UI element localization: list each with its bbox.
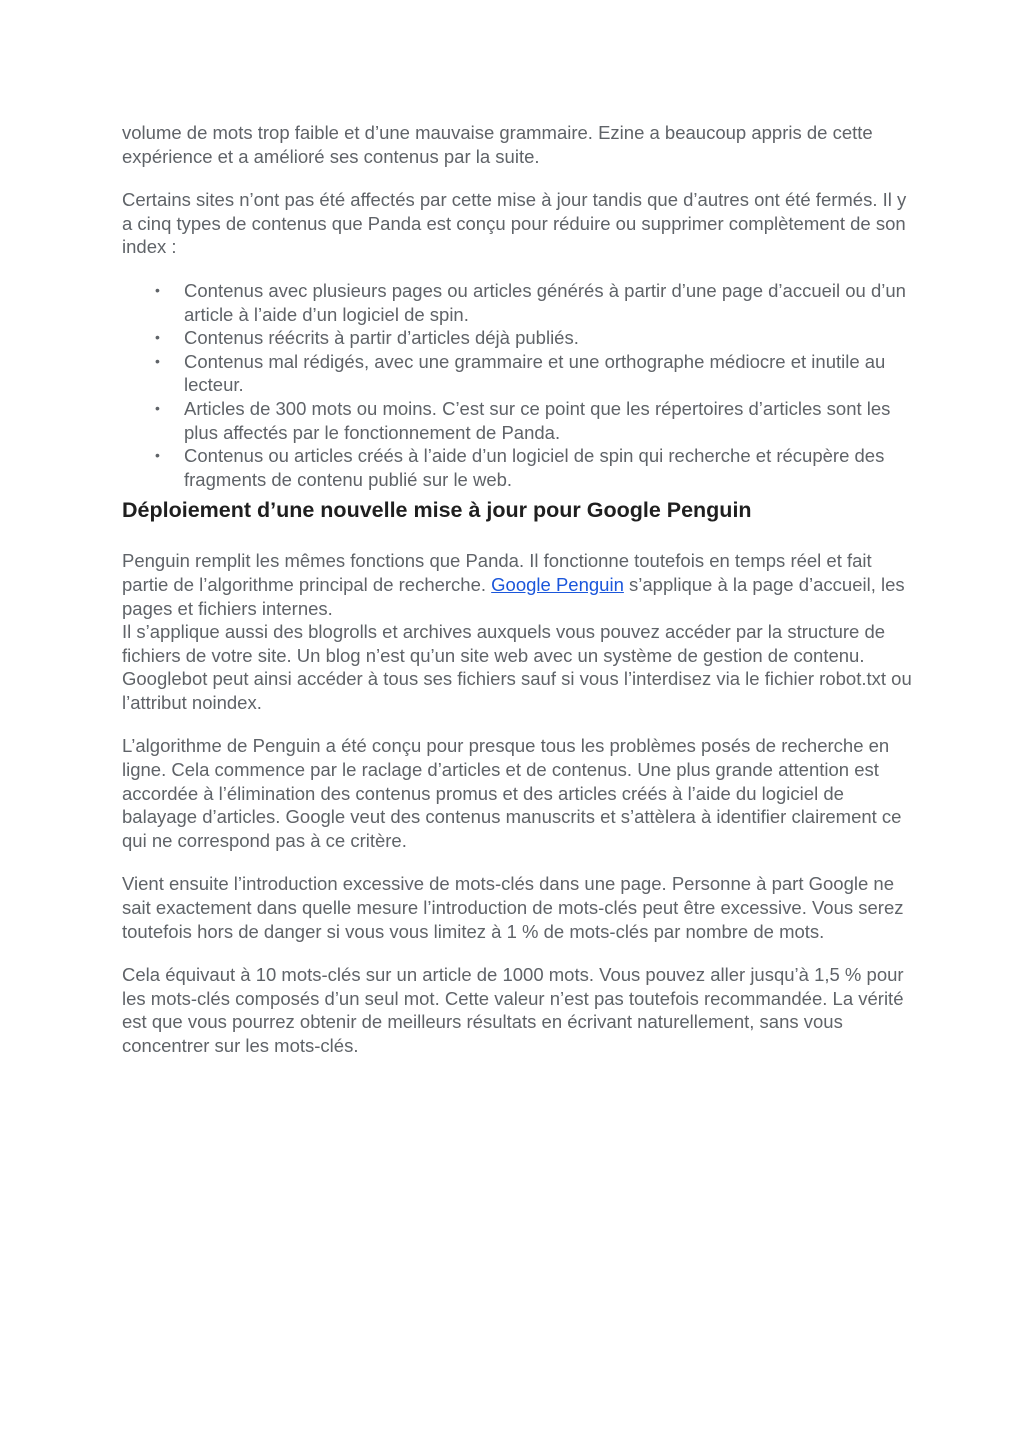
list-item	[122, 279, 912, 326]
list-item-text: Articles de 300 mots ou moins. C’est sur ce point que les répertoires d’articles sont les plus affectés par le fonctionnement de Panda.	[184, 397, 891, 443]
bullet-icon: •	[155, 281, 160, 298]
paragraph-text: Penguin remplit les mêmes fonctions que Panda. Il fonctionne toutefois en temps réel et fait partie de l’algorithme principal de recherche.	[122, 550, 872, 595]
list-item	[122, 397, 912, 444]
paragraph-keyword-density: Cela équivaut à 10 mots-clés sur un article de 1000 mots. Vous pouvez aller jusqu’à 1,5 % pour les mots-clés composés d’un seul mot. Cette valeur n’est pas toutefois recommandée. La vérité est que vous pourrez obtenir de meilleurs résultats en écrivant naturellement, sans vous concentrer sur les mots-clés.	[122, 964, 904, 1056]
content-types-list	[122, 279, 912, 491]
list-item	[122, 444, 912, 491]
paragraph-algorithm: L’algorithme de Penguin a été conçu pour presque tous les problèmes posés de recherche en ligne. Cela commence par le raclage d’articles et de contenus. Une plus grande attention est accordée à l’élimination des contenus promus et des articles créés à l’aide du logiciel de balayage d’articles. Google veut des contenus manuscrits et s’attèlera à identifier clairement ce qui ne correspond pas à ce critère.	[122, 735, 902, 851]
paragraph-affected-sites: Certains sites n’ont pas été affectés par cette mise à jour tandis que d’autres ont été fermés. Il y a cinq types de contenus que Panda est conçu pour réduire ou supprimer complètement de son index :	[122, 189, 907, 258]
list-item-text: Contenus avec plusieurs pages ou articles générés à partir d’une page d’accueil ou d’un article à l’aide d’un logiciel de spin.	[184, 279, 906, 325]
section-heading-penguin: Déploiement d’une nouvelle mise à jour pour Google Penguin	[122, 498, 752, 523]
list-item-text: Contenus mal rédigés, avec une grammaire et une orthographe médiocre et inutile au lecteur.	[184, 350, 886, 396]
paragraph-penguin-intro	[122, 549, 912, 620]
bullet-icon: •	[155, 329, 160, 346]
google-penguin-link[interactable]: Google Penguin	[491, 573, 624, 595]
list-item	[122, 350, 912, 397]
paragraph-text: s’applique à la page d’accueil, les pages et fichiers internes.	[122, 573, 905, 619]
bullet-icon: •	[155, 352, 160, 369]
paragraph-intro: volume de mots trop faible et d’une mauvaise grammaire. Ezine a beaucoup appris de cette expérience et a amélioré ses contenus par la suite.	[122, 122, 873, 167]
list-item-text: Contenus réécrits à partir d’articles déjà publiés.	[184, 327, 579, 349]
bullet-icon: •	[155, 447, 160, 464]
list-item-text: Contenus ou articles créés à l’aide d’un logiciel de spin qui recherche et récupère des fragments de contenu publié sur le web.	[184, 445, 885, 490]
paragraph-keywords: Vient ensuite l’introduction excessive de mots-clés dans une page. Personne à part Google ne sait exactement dans quelle mesure l’introduction de mots-clés peut être excessive. Vous serez toutefois hors de danger si vous vous limitez à 1 % de mots-clés par nombre de mots.	[122, 873, 904, 942]
list-item	[122, 326, 912, 350]
document-page	[122, 121, 912, 1078]
paragraph-blogrolls: Il s’applique aussi des blogrolls et archives auxquels vous pouvez accéder par la structure de fichiers de votre site. Un blog n’est qu’un site web avec un système de gestion de contenu. Googlebot peut ainsi accéder à tous ses fichiers sauf si vous l’interdisez via le fichier robot.txt ou l’attribut noindex.	[122, 621, 912, 713]
bullet-icon: •	[155, 399, 160, 416]
